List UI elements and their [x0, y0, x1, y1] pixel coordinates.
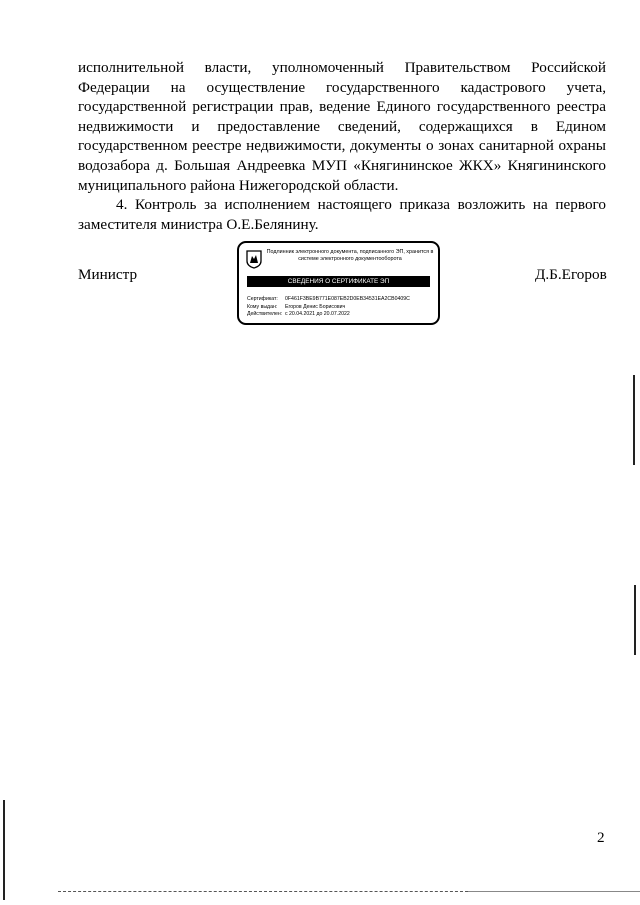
certificate-label: Сертификат:	[247, 296, 278, 302]
valid-value: с 20.04.2021 до 20.07.2022	[285, 311, 350, 317]
stamp-valid-row	[247, 311, 350, 317]
issued-to-value: Егоров Денис Борисович	[285, 304, 346, 310]
document-body	[78, 58, 606, 234]
stamp-header: Подлинник электронного документа, подписанного ЭП, хранится в системе электронного документооборота	[266, 249, 434, 262]
coat-of-arms-icon	[246, 250, 262, 269]
scan-edge-left	[3, 800, 5, 900]
issued-to-label: Кому выдан:	[247, 304, 278, 310]
page-number: 2	[597, 829, 605, 846]
scan-edge-right-lower	[634, 585, 636, 655]
stamp-issued-to-row	[247, 304, 345, 310]
scan-edge-bottom	[58, 891, 468, 892]
paragraph-continuation: исполнительной власти, уполномоченный Правительством Российской Федерации на осуществление государственного кадастрового учета, государственной регистрации прав, ведение Единого государственного реестра недвижимости и предоставление сведений, содержащихся в Едином государственном реестре недвижимости, документы о зонах санитарной охраны водозабора д. Большая Андреевка МУП «Княгининское ЖКХ» Княгининского муниципального района Нижегородской области.	[78, 59, 606, 194]
valid-label: Действителен:	[247, 311, 283, 317]
stamp-banner: СВЕДЕНИЯ О СЕРТИФИКАТЕ ЭП	[247, 276, 430, 287]
signatory-name: Д.Б.Егоров	[535, 266, 607, 283]
paragraph-item-4: 4. Контроль за исполнением настоящего приказа возложить на первого заместителя министра О.Е.Белянину.	[78, 196, 606, 233]
signatory-title: Министр	[78, 266, 138, 283]
scan-edge-bottom-right	[468, 891, 640, 892]
certificate-value: 0F461F3BE9B771E087EB2D0EB34531EA2CB0409C	[285, 296, 410, 302]
scan-edge-right-upper	[633, 375, 635, 465]
stamp-certificate-row	[247, 296, 410, 302]
electronic-signature-stamp	[237, 241, 440, 325]
